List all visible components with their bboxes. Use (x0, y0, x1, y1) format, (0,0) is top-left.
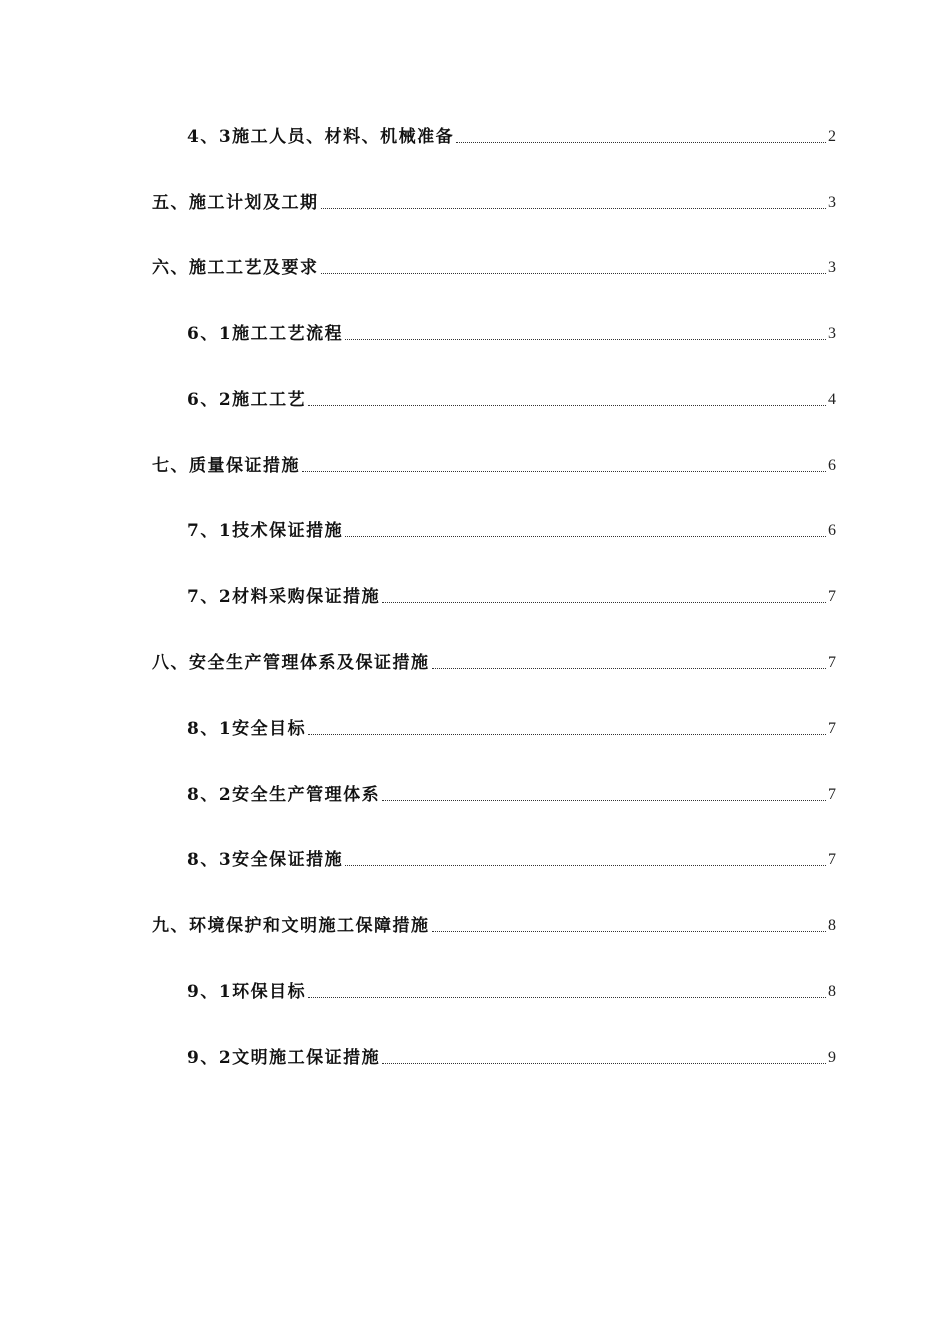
toc-dot-leader (321, 208, 827, 209)
toc-entry-title: 九、环境保护和文明施工保障措施 (152, 916, 430, 936)
toc-page-number: 7 (828, 588, 836, 605)
toc-dot-leader (382, 800, 826, 801)
toc-entry-title: 八、安全生产管理体系及保证措施 (152, 653, 430, 673)
toc-entry[interactable] (187, 784, 836, 806)
toc-dot-leader (302, 471, 826, 472)
toc-entry[interactable] (152, 652, 836, 674)
toc-entry[interactable] (152, 455, 836, 477)
toc-entry[interactable] (187, 586, 836, 608)
toc-page-number: 7 (828, 720, 836, 737)
toc-page-number: 3 (828, 194, 836, 211)
toc-page-number: 9 (828, 1049, 836, 1066)
toc-entry-title: 五、施工计划及工期 (152, 193, 319, 213)
toc-entry[interactable] (187, 520, 836, 542)
toc-page-number: 8 (828, 917, 836, 934)
toc-entry[interactable] (187, 1047, 836, 1069)
toc-entry-title: 六、施工工艺及要求 (152, 258, 319, 278)
toc-page-number: 6 (828, 522, 836, 539)
toc-page-number: 3 (828, 325, 836, 342)
toc-dot-leader (345, 865, 826, 866)
toc-dot-leader (345, 536, 826, 537)
toc-page-number: 6 (828, 457, 836, 474)
toc-dot-leader (382, 1063, 826, 1064)
toc-entry-title: 8、3安全保证措施 (187, 850, 344, 870)
toc-dot-leader (321, 273, 827, 274)
toc-page-number: 7 (828, 654, 836, 671)
toc-entry-title: 9、1环保目标 (187, 982, 307, 1002)
toc-entry-title: 7、2材料采购保证措施 (187, 587, 381, 607)
toc-page-number: 7 (828, 851, 836, 868)
toc-entry[interactable] (187, 126, 836, 148)
toc-entry[interactable] (187, 849, 836, 871)
toc-entry-title: 4、3施工人员、材料、机械准备 (187, 127, 455, 147)
toc-dot-leader (382, 602, 826, 603)
toc-entry-title: 七、质量保证措施 (152, 456, 300, 476)
toc-dot-leader (345, 339, 826, 340)
toc-entry-title: 9、2文明施工保证措施 (187, 1048, 381, 1068)
toc-page-number: 3 (828, 259, 836, 276)
toc-dot-leader (308, 997, 826, 998)
toc-dot-leader (308, 734, 826, 735)
toc-page-number: 4 (828, 391, 836, 408)
toc-entry[interactable] (187, 323, 836, 345)
toc-dot-leader (456, 142, 826, 143)
toc-entry[interactable] (152, 192, 836, 214)
toc-entry-title: 6、2施工工艺 (187, 390, 307, 410)
toc-page-number: 2 (828, 128, 836, 145)
toc-entry-title: 8、1安全目标 (187, 719, 307, 739)
toc-entry[interactable] (152, 257, 836, 279)
toc-entry-title: 8、2安全生产管理体系 (187, 785, 381, 805)
toc-entry-title: 7、1技术保证措施 (187, 521, 344, 541)
toc-entry[interactable] (187, 718, 836, 740)
toc-entry[interactable] (187, 389, 836, 411)
toc-entry[interactable] (187, 981, 836, 1003)
toc-entry[interactable] (152, 915, 836, 937)
toc-entry-title: 6、1施工工艺流程 (187, 324, 344, 344)
toc-page-number: 7 (828, 786, 836, 803)
toc-page-number: 8 (828, 983, 836, 1000)
toc-dot-leader (432, 931, 827, 932)
toc-dot-leader (308, 405, 826, 406)
toc-dot-leader (432, 668, 827, 669)
